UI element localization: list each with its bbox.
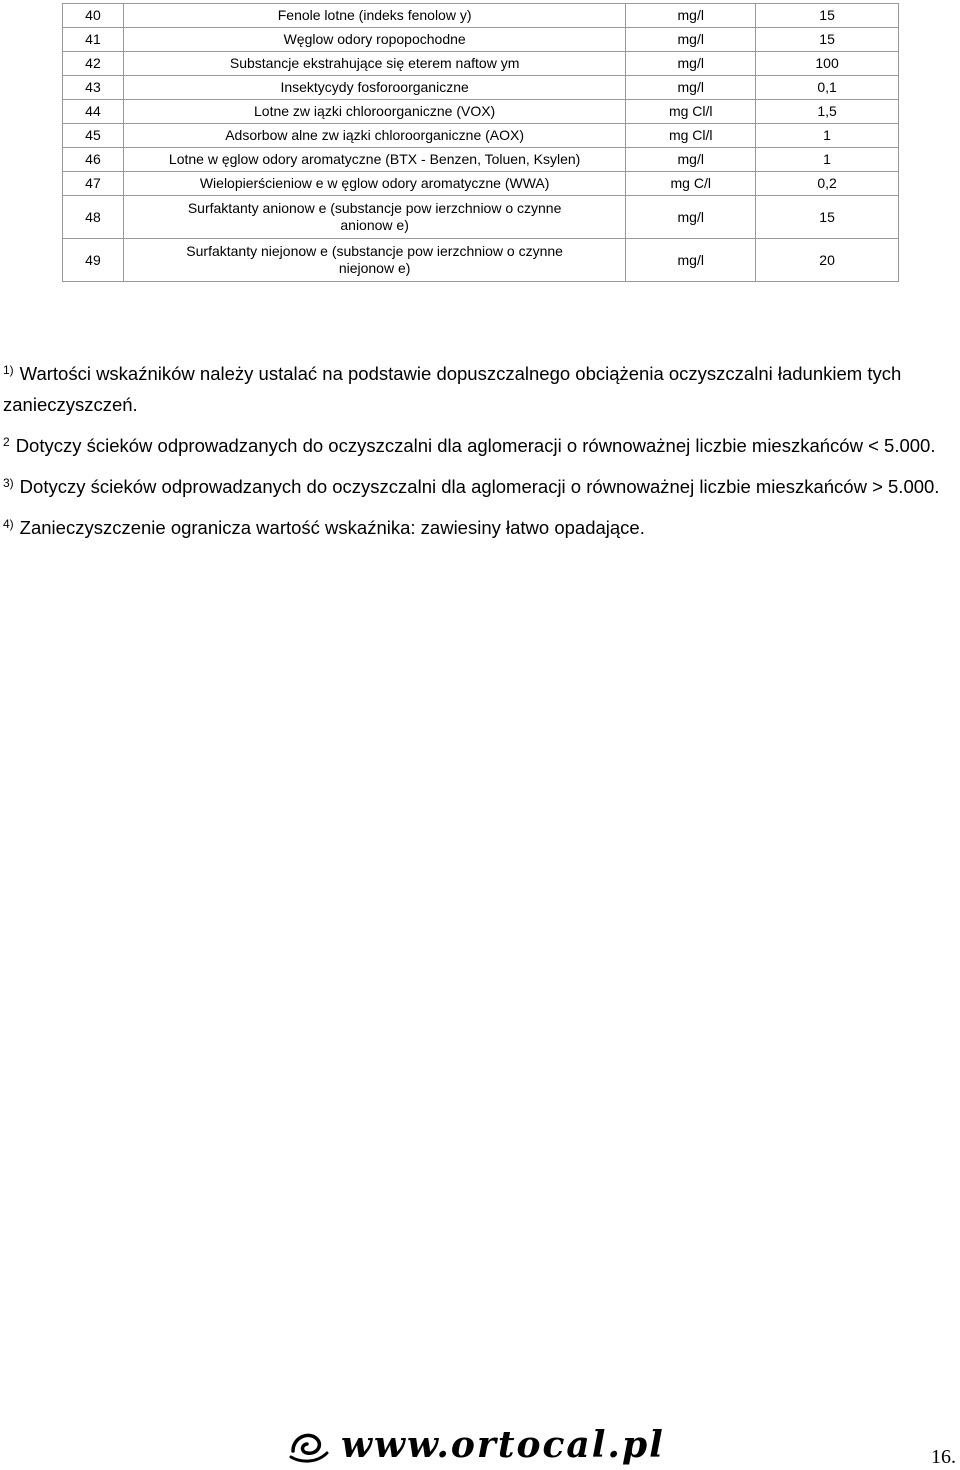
parameter-unit: mg/l xyxy=(626,28,756,52)
parameter-value: 1 xyxy=(756,148,899,172)
footnote-marker: 2 xyxy=(3,435,10,449)
parameter-name-line: Surfaktanty anionow e (substancje pow ierzchniow o czynne xyxy=(187,200,562,216)
table-row xyxy=(63,52,899,76)
row-number: 48 xyxy=(63,196,124,239)
parameter-name: Fenole lotne (indeks fenolow y) xyxy=(123,4,625,28)
parameter-unit: mg/l xyxy=(626,52,756,76)
parameter-name: Insektycydy fosforoorganiczne xyxy=(123,76,625,100)
table-row xyxy=(63,196,899,239)
parameter-unit: mg Cl/l xyxy=(626,124,756,148)
parameter-value: 1,5 xyxy=(756,100,899,124)
footer-logo[interactable] xyxy=(287,1423,665,1467)
row-number: 42 xyxy=(63,52,124,76)
parameter-value: 15 xyxy=(756,28,899,52)
parameter-value: 0,2 xyxy=(756,172,899,196)
footnote-text: Zanieczyszczenie ogranicza wartość wskaźnika: zawiesiny łatwo opadające. xyxy=(19,517,645,538)
parameter-name: Węglow odory ropopochodne xyxy=(123,28,625,52)
footnote xyxy=(3,471,957,502)
footnote-text: Dotyczy ścieków odprowadzanych do oczyszczalni dla aglomeracji o równoważnej liczbie mieszkańców > 5.000. xyxy=(19,476,940,497)
parameter-name: Adsorbow alne zw iązki chloroorganiczne (AOX) xyxy=(123,124,625,148)
footnote xyxy=(3,430,957,461)
footnote-marker: 3) xyxy=(3,476,14,490)
row-number: 49 xyxy=(63,239,124,282)
parameter-name xyxy=(123,239,625,282)
parameter-value: 20 xyxy=(756,239,899,282)
row-number: 43 xyxy=(63,76,124,100)
parameter-name: Lotne zw iązki chloroorganiczne (VOX) xyxy=(123,100,625,124)
table-row xyxy=(63,28,899,52)
parameter-unit: mg/l xyxy=(626,4,756,28)
footnote-marker: 1) xyxy=(3,363,14,377)
row-number: 44 xyxy=(63,100,124,124)
parameter-name: Lotne w ęglow odory aromatyczne (BTX - Benzen, Toluen, Ksylen) xyxy=(123,148,625,172)
parameter-value: 15 xyxy=(756,4,899,28)
parameter-name: Substancje ekstrahujące się eterem naftow ym xyxy=(123,52,625,76)
row-number: 40 xyxy=(63,4,124,28)
parameter-unit: mg/l xyxy=(626,239,756,282)
row-number: 41 xyxy=(63,28,124,52)
footnote-marker: 4) xyxy=(3,517,14,531)
parameter-name-line: Surfaktanty niejonow e (substancje pow ierzchniow o czynne xyxy=(186,243,563,259)
parameter-value: 15 xyxy=(756,196,899,239)
parameter-name xyxy=(123,196,625,239)
footnote-text: Wartości wskaźników należy ustalać na podstawie dopuszczalnego obciążenia oczyszczalni ładunkiem tych zanieczyszczeń. xyxy=(3,363,902,415)
page-number: 16. xyxy=(931,1446,956,1468)
parameter-name: Wielopierścieniow e w ęglow odory aromatyczne (WWA) xyxy=(123,172,625,196)
website-link[interactable]: www.ortocal.pl xyxy=(341,1424,665,1466)
parameter-value: 100 xyxy=(756,52,899,76)
parameter-unit: mg/l xyxy=(626,76,756,100)
ortocal-logo-icon xyxy=(287,1425,331,1465)
table-row xyxy=(63,172,899,196)
parameters-table xyxy=(62,3,899,282)
parameter-unit: mg/l xyxy=(626,148,756,172)
parameter-value: 0,1 xyxy=(756,76,899,100)
table-row xyxy=(63,100,899,124)
table-row xyxy=(63,76,899,100)
row-number: 46 xyxy=(63,148,124,172)
parameter-value: 1 xyxy=(756,124,899,148)
table-row xyxy=(63,4,899,28)
row-number: 45 xyxy=(63,124,124,148)
row-number: 47 xyxy=(63,172,124,196)
table-row xyxy=(63,148,899,172)
table-row xyxy=(63,239,899,282)
parameter-name-line: anionow e) xyxy=(340,217,409,233)
parameter-unit: mg/l xyxy=(626,196,756,239)
footnote xyxy=(3,512,957,543)
parameter-unit: mg C/l xyxy=(626,172,756,196)
table-row xyxy=(63,124,899,148)
parameter-unit: mg Cl/l xyxy=(626,100,756,124)
footnotes xyxy=(3,358,957,553)
parameter-name-line: niejonow e) xyxy=(338,260,411,276)
footnote-text: Dotyczy ścieków odprowadzanych do oczyszczalni dla aglomeracji o równoważnej liczbie mieszkańców < 5.000. xyxy=(15,435,936,456)
footnote xyxy=(3,358,957,420)
